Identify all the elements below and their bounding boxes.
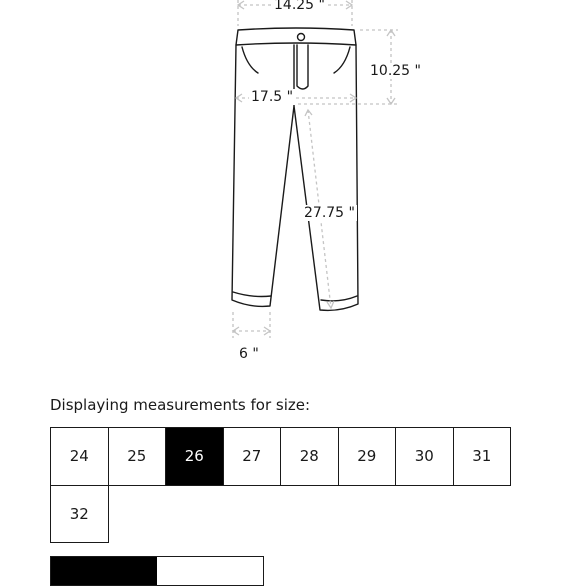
unit-option-inches[interactable]: [51, 557, 157, 585]
size-option-28[interactable]: 28: [280, 427, 339, 486]
size-option-30[interactable]: 30: [395, 427, 454, 486]
dimension-lines: [233, 0, 398, 338]
size-selector: [50, 427, 510, 542]
button-icon: [298, 34, 305, 41]
left-pocket: [242, 47, 258, 73]
waist-measurement: 14.25 ": [272, 0, 327, 13]
size-option-26[interactable]: 26: [165, 427, 224, 486]
right-pocket: [334, 47, 350, 73]
size-option-25[interactable]: 25: [108, 427, 167, 486]
pants-body: [232, 45, 358, 310]
pants-outline: [232, 28, 358, 310]
right-hem: [321, 296, 357, 301]
front-rise-measurement: 10.25 ": [370, 63, 421, 79]
size-option-31[interactable]: 31: [453, 427, 512, 486]
size-option-32[interactable]: 32: [50, 485, 109, 544]
size-caption: Displaying measurements for size:: [50, 396, 311, 414]
unit-option-centimeters[interactable]: [157, 557, 263, 585]
size-option-29[interactable]: 29: [338, 427, 397, 486]
leg-opening-measurement: 6 ": [239, 346, 259, 362]
waistband: [236, 28, 356, 45]
size-option-24[interactable]: 24: [50, 427, 109, 486]
left-hem: [233, 292, 271, 297]
fly-flap: [297, 45, 308, 89]
dimension-arrowheads: [233, 1, 395, 335]
size-option-27[interactable]: 27: [223, 427, 282, 486]
inseam-measurement: 27.75 ": [304, 205, 355, 221]
unit-toggle: [50, 556, 264, 586]
hip-measurement: 17.5 ": [251, 89, 294, 105]
